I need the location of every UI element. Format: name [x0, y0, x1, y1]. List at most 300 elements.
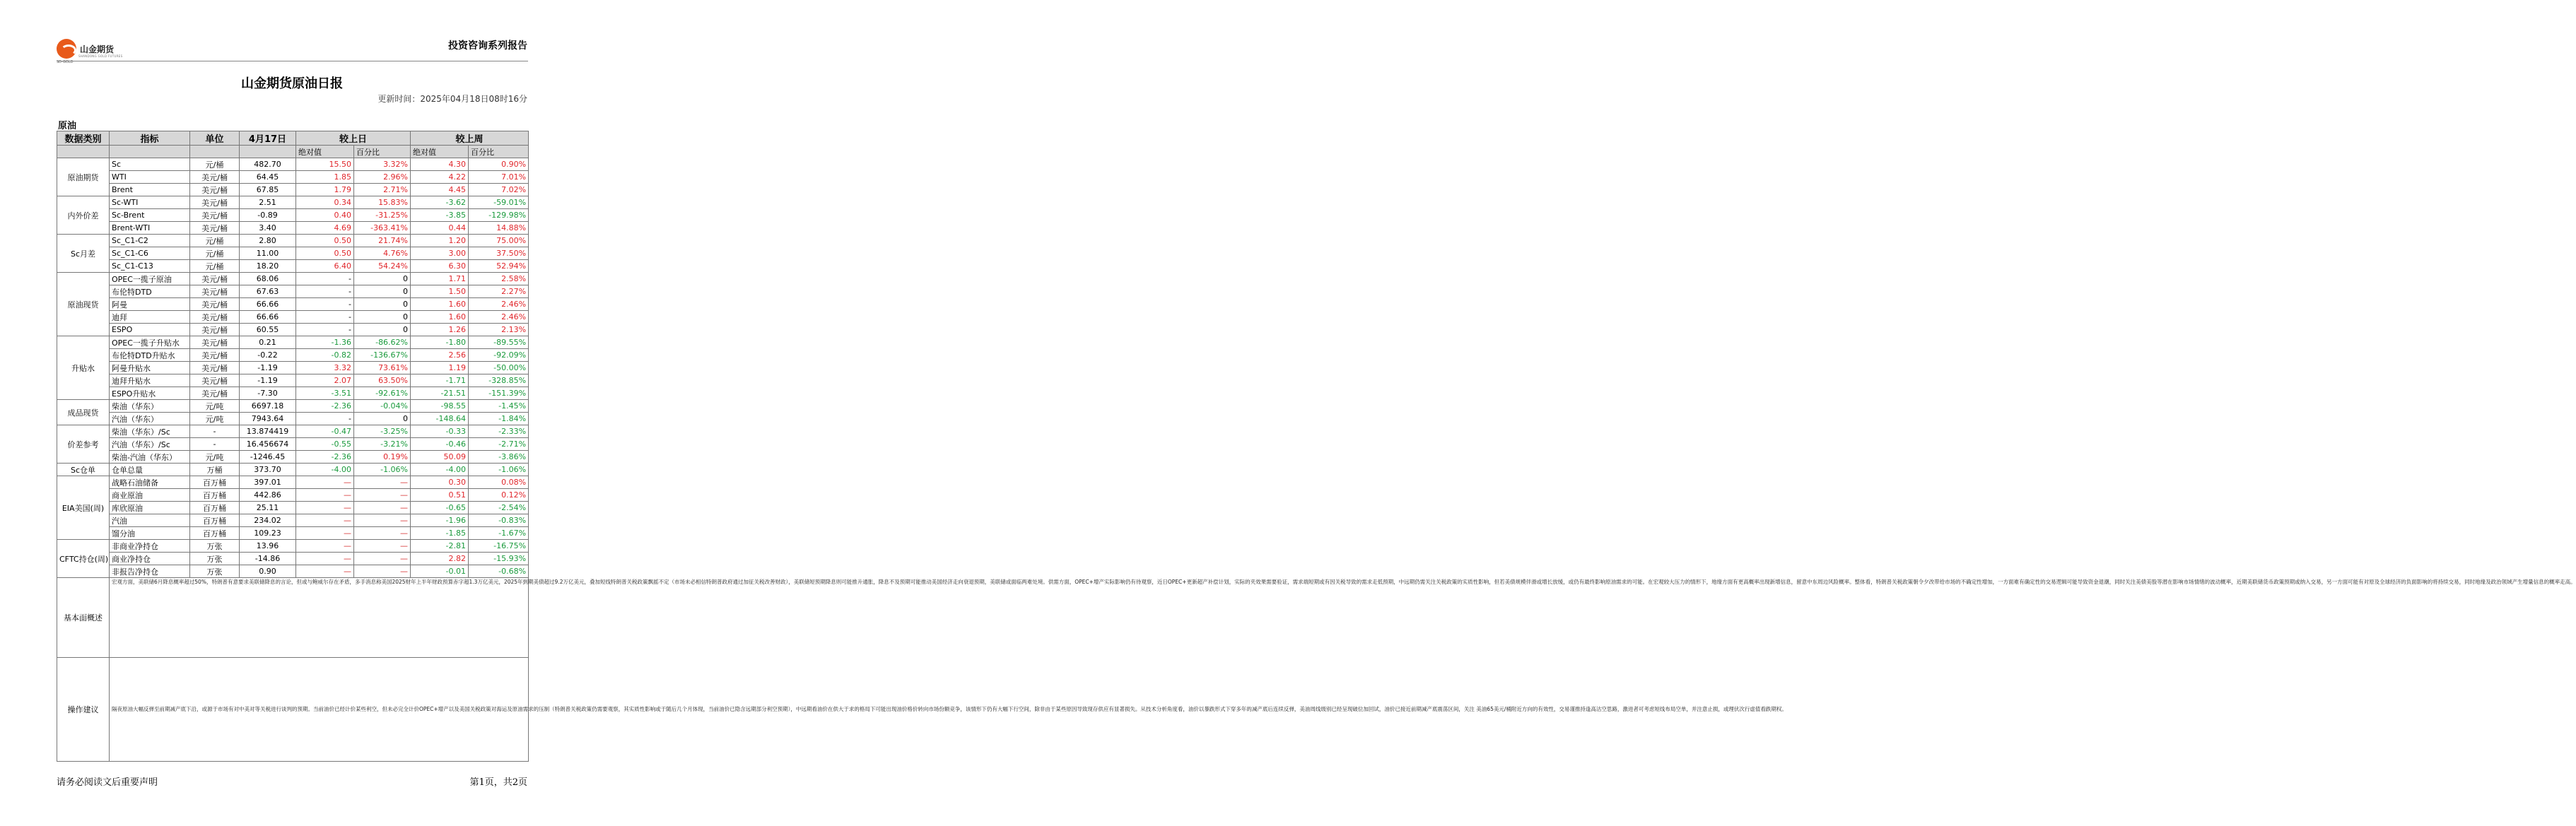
- week-pct-cell: 0.12%: [469, 489, 529, 502]
- indicator-cell: 迪拜升贴水: [110, 374, 190, 387]
- week-abs-cell: 1.20: [411, 235, 469, 247]
- day-pct-cell: —: [354, 514, 411, 527]
- indicator-cell: Sc: [110, 158, 190, 171]
- day-pct-cell: 0: [354, 285, 411, 298]
- value-cell: 2.51: [240, 196, 296, 209]
- indicator-cell: 库欣原油: [110, 502, 190, 514]
- value-cell: 67.85: [240, 184, 296, 196]
- indicator-cell: 柴油（华东）/Sc: [110, 425, 190, 438]
- day-pct-cell: 0: [354, 324, 411, 336]
- value-cell: 11.00: [240, 247, 296, 260]
- indicator-cell: WTI: [110, 171, 190, 184]
- day-pct-cell: 4.76%: [354, 247, 411, 260]
- week-abs-cell: 1.71: [411, 273, 469, 285]
- week-pct-cell: -0.83%: [469, 514, 529, 527]
- indicator-cell: 迪拜: [110, 311, 190, 324]
- week-pct-cell: 0.08%: [469, 476, 529, 489]
- day-pct-cell: -86.62%: [354, 336, 411, 349]
- unit-cell: -: [190, 425, 240, 438]
- footer-disclaimer: 请务必阅读文后重要声明: [57, 777, 158, 788]
- value-cell: 66.66: [240, 298, 296, 311]
- indicator-cell: 汽油: [110, 514, 190, 527]
- logo-name: 山金期货: [80, 45, 115, 54]
- day-pct-cell: -3.21%: [354, 438, 411, 451]
- operations-label: 操作建议: [57, 658, 110, 762]
- day-abs-cell: -4.00: [296, 464, 354, 476]
- week-pct-cell: 14.88%: [469, 222, 529, 235]
- unit-cell: 美元/桶: [190, 374, 240, 387]
- value-cell: 18.20: [240, 260, 296, 273]
- day-abs-cell: 15.50: [296, 158, 354, 171]
- unit-cell: 百万桶: [190, 527, 240, 540]
- week-pct-cell: -1.84%: [469, 413, 529, 425]
- page-title: 山金期货原油日报: [241, 76, 343, 91]
- day-pct-cell: -363.41%: [354, 222, 411, 235]
- indicator-cell: 柴油-汽油（华东）: [110, 451, 190, 464]
- week-pct-cell: 0.90%: [469, 158, 529, 171]
- fundamentals-text: 宏观方面，美联储6月降息概率超过50%，特朗普有意要求美联储降息的言论，但或与鲍威尔存在矛盾，多手消息称美国2025财年上半年财政预算赤字超1.3万亿美元，2025年到期美债超过9.2万亿美元，叠加短线特朗普关税政策飘摇不定（市场未必相信特朗普政府通过加征关税改善财政），美联储短预期降息则可能推升通胀，降息不及预期可能推动美国经济走向衰退预期，美联储或面临两难处境。供需方面，OPEC+增产实际影响仍有待观察，近日OPEC+更新超产补偿计划，实际的夹效果需要验证，需求端短期或有因关税导致的需求走低预期，中远期仍需关注关税政策的实质性影响，但若美债规模伴滑或增长放缓，或仍有最终影响原油需求的可能。在宏观较大压力的情形下，地缘方面有更高概率出现新增信息，留意中东周边风险概率。整体看，特朗普关税政策朝令夕改带给市场的不确定性增加，一方面难有确定性的交易逻辑可能导致资金退潮，同时关注美债美股等潜在影响市场情绪的波动概率，近期美联储货币政策预期或纳入交易，另一方面可能有对原及全球经济的负面影响的将持续交易，同时地缘及政治领域产生增量信息的概率走高。: [110, 578, 529, 658]
- day-abs-cell: 0.34: [296, 196, 354, 209]
- day-pct-cell: —: [354, 489, 411, 502]
- sub-abs-day: 绝对值: [296, 146, 354, 158]
- day-abs-cell: —: [296, 553, 354, 565]
- week-pct-cell: -0.68%: [469, 565, 529, 578]
- unit-cell: 美元/桶: [190, 298, 240, 311]
- table-row: [57, 451, 529, 464]
- week-abs-cell: 1.60: [411, 298, 469, 311]
- category-cell: Sc仓单: [57, 464, 110, 476]
- day-abs-cell: -: [296, 285, 354, 298]
- week-pct-cell: 2.58%: [469, 273, 529, 285]
- day-pct-cell: —: [354, 502, 411, 514]
- value-cell: 25.11: [240, 502, 296, 514]
- week-abs-cell: 1.50: [411, 285, 469, 298]
- day-abs-cell: 1.85: [296, 171, 354, 184]
- indicator-cell: Brent: [110, 184, 190, 196]
- week-abs-cell: 3.00: [411, 247, 469, 260]
- week-abs-cell: -0.01: [411, 565, 469, 578]
- indicator-cell: Sc_C1-C2: [110, 235, 190, 247]
- sub-pct-week: 百分比: [469, 146, 529, 158]
- unit-cell: 美元/桶: [190, 196, 240, 209]
- indicator-cell: 仓单总量: [110, 464, 190, 476]
- day-pct-cell: 21.74%: [354, 235, 411, 247]
- indicator-cell: ESPO: [110, 324, 190, 336]
- fundamentals-label: 基本面概述: [57, 578, 110, 658]
- day-pct-cell: 2.71%: [354, 184, 411, 196]
- unit-cell: 美元/桶: [190, 184, 240, 196]
- week-abs-cell: -1.85: [411, 527, 469, 540]
- value-cell: 64.45: [240, 171, 296, 184]
- unit-cell: 万桶: [190, 464, 240, 476]
- week-abs-cell: -4.00: [411, 464, 469, 476]
- table-row: [57, 285, 529, 298]
- week-abs-cell: -148.64: [411, 413, 469, 425]
- week-pct-cell: -3.86%: [469, 451, 529, 464]
- value-cell: 0.90: [240, 565, 296, 578]
- day-pct-cell: 0: [354, 273, 411, 285]
- unit-cell: -: [190, 438, 240, 451]
- operations-text: 隔夜原油大幅反弹至前期减产底下沿，或源于市场有对中美对等关税进行谈判的预期。当前油价已经计价某些利空，但未必完全计价OPEC+增产以及美国关税政策对海运及原油需求的压制（特朗普关税政策仍需要观察，其实质性影响或于随后几个月体现，当前油价已隐含远期部分利空预期），中远期看油价在供大于求的格局下可能出现油价格价转向市场份额竞争，该情形下仍有大幅下行空间，除非由于某些原因导致现存供应有显著损失。从技术分析角度看，油价以暴跌形式下穿多年的减产底后连续反弹，美油周线级别已经呈现破位加回试，油价已接近前期减产底震荡区间，关注 美油65美元/桶附近方向的有效性，交易谨推持逢高沽空思路，激进者可考虑短线布局空单，并注意止损，或理伏次行虚值看跌期权。: [110, 658, 529, 762]
- unit-cell: 元/吨: [190, 451, 240, 464]
- col-unit: 单位: [190, 131, 240, 146]
- day-pct-cell: 3.32%: [354, 158, 411, 171]
- week-abs-cell: -21.51: [411, 387, 469, 400]
- value-cell: 60.55: [240, 324, 296, 336]
- table-row: [57, 324, 529, 336]
- indicator-cell: 汽油（华东）/Sc: [110, 438, 190, 451]
- table-row: [57, 425, 529, 438]
- col-category: 数据类别: [57, 131, 110, 146]
- unit-cell: 百万桶: [190, 502, 240, 514]
- unit-cell: 美元/桶: [190, 387, 240, 400]
- day-pct-cell: 0: [354, 413, 411, 425]
- day-pct-cell: -1.06%: [354, 464, 411, 476]
- sub-pct-day: 百分比: [354, 146, 411, 158]
- week-abs-cell: 1.26: [411, 324, 469, 336]
- day-pct-cell: 63.50%: [354, 374, 411, 387]
- category-cell: CFTC持仓(周): [57, 540, 110, 578]
- value-cell: -14.86: [240, 553, 296, 565]
- week-pct-cell: -16.75%: [469, 540, 529, 553]
- table-row: [57, 527, 529, 540]
- footer-page-number: 第1页，共2页: [469, 777, 527, 788]
- day-pct-cell: —: [354, 553, 411, 565]
- day-abs-cell: -: [296, 298, 354, 311]
- week-abs-cell: 1.19: [411, 362, 469, 374]
- day-abs-cell: -0.82: [296, 349, 354, 362]
- col-vs-prev-week: 较上周: [411, 131, 529, 146]
- week-pct-cell: -50.00%: [469, 362, 529, 374]
- week-abs-cell: 6.30: [411, 260, 469, 273]
- indicator-cell: Sc-Brent: [110, 209, 190, 222]
- week-abs-cell: -0.33: [411, 425, 469, 438]
- day-abs-cell: -0.47: [296, 425, 354, 438]
- unit-cell: 万张: [190, 540, 240, 553]
- table-row: [57, 502, 529, 514]
- indicator-cell: 商业原油: [110, 489, 190, 502]
- indicator-cell: OPEC一揽子升贴水: [110, 336, 190, 349]
- indicator-cell: 商业净持仓: [110, 553, 190, 565]
- day-abs-cell: -0.55: [296, 438, 354, 451]
- day-abs-cell: 6.40: [296, 260, 354, 273]
- value-cell: 66.66: [240, 311, 296, 324]
- table-row: [57, 553, 529, 565]
- day-abs-cell: -: [296, 273, 354, 285]
- value-cell: 373.70: [240, 464, 296, 476]
- week-pct-cell: -1.67%: [469, 527, 529, 540]
- week-pct-cell: -2.54%: [469, 502, 529, 514]
- value-cell: 6697.18: [240, 400, 296, 413]
- week-pct-cell: 75.00%: [469, 235, 529, 247]
- table-header-row: [57, 131, 529, 146]
- table-row: [57, 273, 529, 285]
- week-abs-cell: 50.09: [411, 451, 469, 464]
- indicator-cell: 阿曼: [110, 298, 190, 311]
- table-row: [57, 184, 529, 196]
- table-row: [57, 514, 529, 527]
- day-abs-cell: 3.32: [296, 362, 354, 374]
- section-title: 原油: [58, 121, 77, 131]
- value-cell: -1.19: [240, 362, 296, 374]
- week-abs-cell: 1.60: [411, 311, 469, 324]
- table-row: [57, 476, 529, 489]
- unit-cell: 美元/桶: [190, 336, 240, 349]
- day-pct-cell: —: [354, 527, 411, 540]
- table-subheader-row: [57, 146, 529, 158]
- week-abs-cell: -3.85: [411, 209, 469, 222]
- indicator-cell: Sc_C1-C13: [110, 260, 190, 273]
- value-cell: 0.21: [240, 336, 296, 349]
- week-pct-cell: -151.39%: [469, 387, 529, 400]
- day-pct-cell: 54.24%: [354, 260, 411, 273]
- value-cell: 234.02: [240, 514, 296, 527]
- week-pct-cell: -89.55%: [469, 336, 529, 349]
- table-row: [57, 438, 529, 451]
- day-abs-cell: 0.50: [296, 235, 354, 247]
- week-pct-cell: 2.13%: [469, 324, 529, 336]
- unit-cell: 美元/桶: [190, 285, 240, 298]
- day-abs-cell: 2.07: [296, 374, 354, 387]
- unit-cell: 百万桶: [190, 489, 240, 502]
- week-abs-cell: 2.56: [411, 349, 469, 362]
- logo-subtitle: SHANDONG GOLD FUTURES: [78, 54, 123, 58]
- indicator-cell: 战略石油储备: [110, 476, 190, 489]
- value-cell: 7943.64: [240, 413, 296, 425]
- unit-cell: 元/桶: [190, 158, 240, 171]
- table-row: [57, 400, 529, 413]
- fundamentals-row: [57, 578, 529, 658]
- day-pct-cell: 0.19%: [354, 451, 411, 464]
- value-cell: 397.01: [240, 476, 296, 489]
- table-row: [57, 222, 529, 235]
- day-pct-cell: —: [354, 476, 411, 489]
- week-pct-cell: -1.45%: [469, 400, 529, 413]
- indicator-cell: 馏分油: [110, 527, 190, 540]
- category-cell: EIA美国(周): [57, 476, 110, 540]
- week-abs-cell: 4.22: [411, 171, 469, 184]
- table-row: [57, 196, 529, 209]
- value-cell: 3.40: [240, 222, 296, 235]
- indicator-cell: Sc-WTI: [110, 196, 190, 209]
- week-abs-cell: 4.30: [411, 158, 469, 171]
- table-row: [57, 387, 529, 400]
- col-vs-prev-day: 较上日: [296, 131, 411, 146]
- table-row: [57, 336, 529, 349]
- value-cell: 482.70: [240, 158, 296, 171]
- day-abs-cell: —: [296, 514, 354, 527]
- indicator-cell: 布伦特DTD升贴水: [110, 349, 190, 362]
- week-pct-cell: -129.98%: [469, 209, 529, 222]
- value-cell: 442.86: [240, 489, 296, 502]
- indicator-cell: 布伦特DTD: [110, 285, 190, 298]
- indicator-cell: ESPO升贴水: [110, 387, 190, 400]
- day-abs-cell: 1.79: [296, 184, 354, 196]
- week-pct-cell: 7.02%: [469, 184, 529, 196]
- week-pct-cell: 2.46%: [469, 311, 529, 324]
- indicator-cell: Sc_C1-C6: [110, 247, 190, 260]
- day-pct-cell: -31.25%: [354, 209, 411, 222]
- unit-cell: 元/吨: [190, 413, 240, 425]
- unit-cell: 万张: [190, 565, 240, 578]
- indicator-cell: 非商业净持仓: [110, 540, 190, 553]
- value-cell: -0.22: [240, 349, 296, 362]
- category-cell: Sc月差: [57, 235, 110, 273]
- logo-sd-gold: SD-GOLD: [57, 60, 74, 64]
- table-row: [57, 565, 529, 578]
- week-pct-cell: 2.27%: [469, 285, 529, 298]
- col-indicator: 指标: [110, 131, 190, 146]
- table-row: [57, 540, 529, 553]
- day-abs-cell: 0.50: [296, 247, 354, 260]
- week-pct-cell: -2.33%: [469, 425, 529, 438]
- unit-cell: 元/桶: [190, 260, 240, 273]
- week-abs-cell: -0.65: [411, 502, 469, 514]
- table-row: [57, 413, 529, 425]
- week-abs-cell: -3.62: [411, 196, 469, 209]
- value-cell: 67.63: [240, 285, 296, 298]
- day-abs-cell: 0.40: [296, 209, 354, 222]
- value-cell: -7.30: [240, 387, 296, 400]
- day-pct-cell: -92.61%: [354, 387, 411, 400]
- unit-cell: 美元/桶: [190, 324, 240, 336]
- day-abs-cell: -3.51: [296, 387, 354, 400]
- day-abs-cell: 4.69: [296, 222, 354, 235]
- week-pct-cell: -2.71%: [469, 438, 529, 451]
- day-pct-cell: 0: [354, 298, 411, 311]
- unit-cell: 元/桶: [190, 247, 240, 260]
- category-cell: 价差参考: [57, 425, 110, 464]
- category-cell: 原油现货: [57, 273, 110, 336]
- indicator-cell: 阿曼升贴水: [110, 362, 190, 374]
- unit-cell: 美元/桶: [190, 311, 240, 324]
- value-cell: 68.06: [240, 273, 296, 285]
- unit-cell: 美元/桶: [190, 273, 240, 285]
- category-cell: 内外价差: [57, 196, 110, 235]
- value-cell: -1.19: [240, 374, 296, 387]
- day-pct-cell: -136.67%: [354, 349, 411, 362]
- indicator-cell: Brent-WTI: [110, 222, 190, 235]
- day-abs-cell: —: [296, 502, 354, 514]
- category-cell: 成品现货: [57, 400, 110, 425]
- day-pct-cell: 73.61%: [354, 362, 411, 374]
- week-pct-cell: 2.46%: [469, 298, 529, 311]
- table-row: [57, 247, 529, 260]
- table-row: [57, 489, 529, 502]
- value-cell: -0.89: [240, 209, 296, 222]
- indicator-cell: 汽油（华东）: [110, 413, 190, 425]
- day-abs-cell: -: [296, 324, 354, 336]
- value-cell: 13.96: [240, 540, 296, 553]
- day-abs-cell: —: [296, 527, 354, 540]
- week-abs-cell: 0.44: [411, 222, 469, 235]
- week-pct-cell: -59.01%: [469, 196, 529, 209]
- indicator-cell: 非报告净持仓: [110, 565, 190, 578]
- day-pct-cell: 0: [354, 311, 411, 324]
- unit-cell: 万张: [190, 553, 240, 565]
- category-cell: 原油期货: [57, 158, 110, 196]
- logo-mark-icon: [57, 39, 76, 59]
- day-abs-cell: —: [296, 565, 354, 578]
- week-pct-cell: 37.50%: [469, 247, 529, 260]
- unit-cell: 美元/桶: [190, 222, 240, 235]
- week-pct-cell: -328.85%: [469, 374, 529, 387]
- week-pct-cell: -1.06%: [469, 464, 529, 476]
- day-pct-cell: -3.25%: [354, 425, 411, 438]
- day-abs-cell: -2.36: [296, 400, 354, 413]
- table-row: [57, 298, 529, 311]
- sub-abs-week: 绝对值: [411, 146, 469, 158]
- unit-cell: 百万桶: [190, 514, 240, 527]
- table-row: [57, 158, 529, 171]
- report-series: 投资咨询系列报告: [448, 40, 527, 52]
- week-abs-cell: -1.71: [411, 374, 469, 387]
- week-abs-cell: 2.82: [411, 553, 469, 565]
- week-pct-cell: -15.93%: [469, 553, 529, 565]
- week-abs-cell: 0.51: [411, 489, 469, 502]
- day-abs-cell: -1.36: [296, 336, 354, 349]
- week-abs-cell: -1.80: [411, 336, 469, 349]
- unit-cell: 美元/桶: [190, 362, 240, 374]
- table-row: [57, 464, 529, 476]
- day-pct-cell: —: [354, 540, 411, 553]
- operations-row: [57, 658, 529, 762]
- week-pct-cell: -92.09%: [469, 349, 529, 362]
- week-abs-cell: 4.45: [411, 184, 469, 196]
- category-cell: 升贴水: [57, 336, 110, 400]
- unit-cell: 元/桶: [190, 235, 240, 247]
- week-abs-cell: -0.46: [411, 438, 469, 451]
- col-date: 4月17日: [240, 131, 296, 146]
- value-cell: -1246.45: [240, 451, 296, 464]
- day-pct-cell: 2.96%: [354, 171, 411, 184]
- update-time: 更新时间：2025年04月18日08时16分: [377, 94, 527, 104]
- unit-cell: 美元/桶: [190, 349, 240, 362]
- day-pct-cell: 15.83%: [354, 196, 411, 209]
- value-cell: 16.456674: [240, 438, 296, 451]
- value-cell: 2.80: [240, 235, 296, 247]
- day-pct-cell: -0.04%: [354, 400, 411, 413]
- week-pct-cell: 52.94%: [469, 260, 529, 273]
- unit-cell: 美元/桶: [190, 209, 240, 222]
- unit-cell: 百万桶: [190, 476, 240, 489]
- day-abs-cell: —: [296, 476, 354, 489]
- day-abs-cell: -: [296, 311, 354, 324]
- week-pct-cell: 7.01%: [469, 171, 529, 184]
- table-row: [57, 349, 529, 362]
- week-abs-cell: -2.81: [411, 540, 469, 553]
- week-abs-cell: -98.55: [411, 400, 469, 413]
- table-row: [57, 235, 529, 247]
- table-row: [57, 362, 529, 374]
- indicator-cell: OPEC一揽子原油: [110, 273, 190, 285]
- table-row: [57, 209, 529, 222]
- unit-cell: 美元/桶: [190, 171, 240, 184]
- value-cell: 13.874419: [240, 425, 296, 438]
- day-abs-cell: -2.36: [296, 451, 354, 464]
- day-abs-cell: —: [296, 540, 354, 553]
- week-abs-cell: -1.96: [411, 514, 469, 527]
- table-row: [57, 311, 529, 324]
- value-cell: 109.23: [240, 527, 296, 540]
- table-row: [57, 374, 529, 387]
- table-row: [57, 171, 529, 184]
- data-table: [57, 131, 2576, 762]
- week-abs-cell: 0.30: [411, 476, 469, 489]
- unit-cell: 元/吨: [190, 400, 240, 413]
- indicator-cell: 柴油（华东）: [110, 400, 190, 413]
- day-pct-cell: —: [354, 565, 411, 578]
